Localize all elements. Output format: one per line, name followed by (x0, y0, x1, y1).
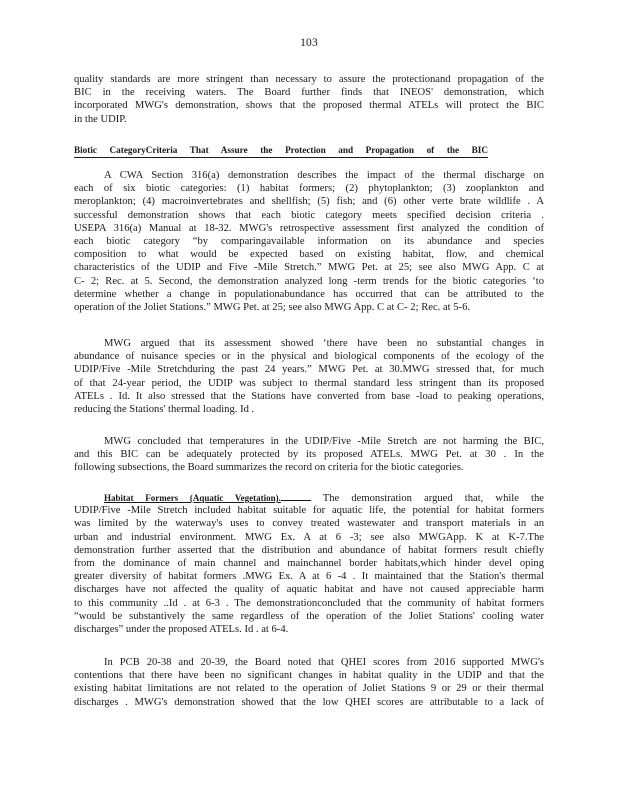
text-line: reducing the Stations' thermal loading. Id . (74, 403, 255, 415)
text-line: ATELs . Id. It also stressed that the Stations have converted from base -load to peaking operations, (74, 390, 544, 402)
text-line: demonstration further asserted that the distribution and abundance of habitat formers result chiefly (74, 544, 544, 556)
text-line: each of six biotic categories: (1) habitat formers; (2) phytoplankton; (3) zooplankton and (74, 183, 544, 195)
paragraph-mwg-concluded (74, 435, 544, 475)
section-heading-block (74, 144, 488, 157)
text-line: In PCB 20-38 and 20-39, the Board noted that QHEI scores from 2016 supported MWG's (104, 657, 544, 668)
page-number: 103 (300, 37, 318, 49)
text-line: characteristics of the UDIP and Five -Mile Stretch.” MWG Pet. at 25; see also MWG App. C at (74, 262, 544, 274)
text-line: to this community ..Id . at 6-3 . The demonstrationconcluded that the community of habitat formers (74, 597, 544, 609)
text-line: from the dominance of main channel and mainchannel border habitats,which hinder devel oping (74, 557, 544, 569)
subheading-underline (281, 491, 311, 501)
text-line: quality standards are more stringent than necessary to assure the protectionand propagation of the (74, 74, 544, 85)
subheading-habitat-formers: Habitat Formers (Aquatic Vegetation). (104, 493, 281, 503)
text-line: incorporated MWG's demonstration, shows that the proposed thermal ATELs will protect the BIC (74, 100, 544, 112)
text-line: contentions that there have been no significant changes in habitat quality in the UDIP and that the (74, 670, 544, 682)
text-line: successful demonstration shows that each biotic category meets specified decision criteria . (74, 209, 544, 221)
text-line: each biotic category “by comparingavailable information on its abundance and species (74, 235, 544, 247)
paragraph-habitat-formers (74, 491, 544, 636)
text-line: UDIP/Five -Mile Stretchduring the past 24 years.” MWG Pet. at 30.MWG stressed that, for much (74, 364, 544, 376)
section-heading: Biotic CategoryCriteria That Assure the Protection and Propagation of the BIC (74, 145, 488, 155)
text-line: urban and industrial environment. MWG Ex. A at 6 -3; see also MWGApp. K at K-7.The (74, 531, 544, 543)
text-line: BIC in the receiving waters. The Board further finds that INEOS' demonstration, which (74, 87, 544, 99)
text-line: was limited by the waterway's uses to convey treated wastewater and transport materials in an (74, 518, 544, 530)
text-line: discharges” under the proposed ATELs. Id . at 6-4. (74, 623, 289, 635)
text-line (74, 491, 544, 504)
text-line: MWG argued that its assessment showed ‘there have been no substantial changes in (104, 338, 544, 349)
text-line: C- 2; Rec. at 5. Second, the demonstration analyzed long -term trends for the biotic categories ‘to (74, 275, 544, 287)
text-line: in the UDIP. (74, 113, 127, 125)
text-line: operation of the Joliet Stations.” MWG Pet. at 25; see also MWG App. C at C- 2; Rec. at 5-6. (74, 301, 471, 313)
text-line: and this BIC can be adequately protected by its proposed ATELs. MWG Pet. at 30 . In the (74, 449, 544, 461)
text-line: greater diversity of habitat formers .MWG Ex. A at 6 -4 . It maintained that the Station's thermal (74, 571, 544, 583)
text-line: “would be substantively the same regardless of the operation of the Joliet Stations' cooling water (74, 610, 544, 622)
text-line: following subsections, the Board summarizes the record on criteria for the biotic categories. (74, 462, 464, 474)
text-line: discharges have not affected the quality of aquatic habitat and have not caused appreciable harm (74, 584, 544, 596)
section-heading-underline (74, 157, 488, 158)
text-line: determine whether a change in populationabundance has occurred that can be attributed to the (74, 288, 544, 300)
text-line: abundance of nuisance species or in the physical and biological components of the ecology of the (74, 351, 544, 363)
paragraph-316a-demonstration (74, 169, 544, 314)
paragraph-mwg-argued (74, 337, 544, 416)
text-fragment: The demonstration argued that, while the (322, 493, 544, 504)
text-line: USEPA 316(a) Manual at 18-32. MWG's retrospective assessment first analyzed the condition of (74, 222, 544, 234)
paragraph-pcb-qhei (74, 656, 544, 709)
text-line: meroplankton; (4) macroinvertebrates and shellfish; (5) fish; and (6) other verte brate wildlife . A (74, 196, 544, 208)
text-line: discharges . MWG's demonstration showed that the low QHEI scores are attributable to a lack of (74, 696, 544, 708)
text-line: of that 24-year period, the UDIP was subject to thermal standard less stringent than its proposed (74, 377, 544, 389)
text-line: UDIP/Five -Mile Stretch included habitat suitable for aquatic life, the potential for habitat formers (74, 505, 544, 517)
text-line: existing habitat limitations are not related to the operation of Joliet Stations 9 or 29 or their thermal (74, 683, 544, 695)
paragraph-intro (74, 73, 544, 126)
text-line: MWG concluded that temperatures in the UDIP/Five -Mile Stretch are not harming the BIC, (104, 436, 544, 447)
text-line: A CWA Section 316(a) demonstration describes the impact of the thermal discharge on (104, 170, 544, 181)
text-line: composition to what would be expected based on existing habitat, flow, and chemical (74, 249, 544, 261)
